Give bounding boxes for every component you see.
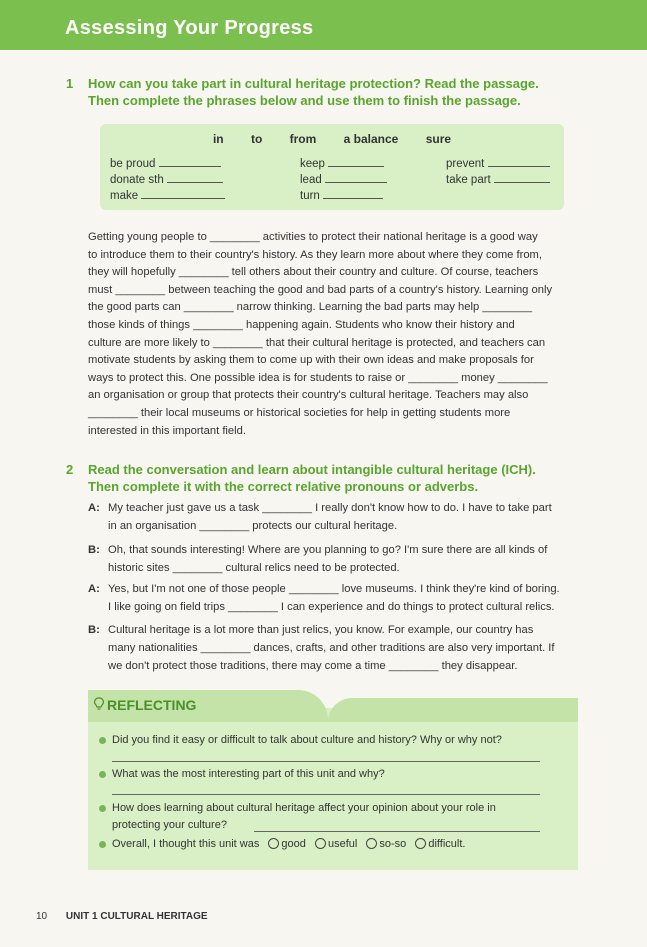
- passage-line: culture are more likely to ________ that their cultural heritage is protected, and teachers can: [88, 336, 546, 349]
- word-bank-item: sure: [425, 132, 452, 146]
- conversation-line: [88, 499, 594, 535]
- answer-line[interactable]: [112, 794, 540, 795]
- speaker-label: B:: [88, 544, 100, 556]
- fill-blank[interactable]: [141, 189, 225, 199]
- conversation-text: I like going on field trips ________ I can experience and do things to protect cultural relics.: [108, 601, 555, 613]
- fill-blank[interactable]: [488, 157, 550, 167]
- phrase-item: prevent: [446, 157, 550, 170]
- question-2-instruction-line-1: Read the conversation and learn about intangible cultural heritage (ICH).: [88, 462, 536, 477]
- passage-line: must ________ between teaching the good and bad parts of a country's history. Learning only: [88, 283, 553, 296]
- reflecting-tab-right: [328, 698, 578, 722]
- radio-good[interactable]: [268, 838, 279, 849]
- word-bank-box: [100, 124, 564, 210]
- conversation-line: [88, 541, 594, 577]
- fill-blank[interactable]: [494, 173, 550, 183]
- conversation-text: Cultural heritage is a lot more than just relics, you know. For example, our country has: [108, 624, 534, 636]
- radio-useful[interactable]: [315, 838, 326, 849]
- phrase-item: donate sth: [110, 173, 223, 186]
- passage-line: interested in this important field.: [88, 424, 246, 437]
- bullet-icon: [99, 805, 106, 812]
- word-bank: [100, 132, 564, 146]
- passage-line: to introduce them to their country's history. As they learn more about where they come from,: [88, 248, 542, 261]
- radio-so-so[interactable]: [366, 838, 377, 849]
- question-2-instruction-line-2: Then complete it with the correct relative pronouns or adverbs.: [88, 479, 479, 494]
- question-1-instruction-line-2: Then complete the phrases below and use them to finish the passage.: [88, 93, 521, 108]
- fill-blank[interactable]: [325, 173, 387, 183]
- conversation-text: historic sites ________ cultural relics need to be protected.: [108, 562, 400, 574]
- passage-line: Getting young people to ________ activities to protect their national heritage is a good way: [88, 231, 538, 243]
- speaker-label: A:: [88, 502, 100, 514]
- phrase-item: make: [110, 189, 225, 202]
- passage-line: ________ their local museums or historical societies for help in getting students more: [88, 406, 511, 419]
- reflecting-question: Overall, I thought this unit was good useful so-so difficult.: [112, 836, 562, 853]
- lightbulb-icon: [94, 697, 104, 711]
- bullet-icon: [99, 841, 106, 848]
- conversation-text: in an organisation ________ protects our cultural heritage.: [108, 520, 398, 532]
- question-2-number: 2: [66, 462, 74, 477]
- conversation-text: Oh, that sounds interesting! Where are you planning to go? I'm sure there are all kinds of: [108, 544, 548, 556]
- phrase-item: keep: [300, 157, 384, 170]
- answer-line[interactable]: [254, 831, 540, 832]
- page-footer: [36, 911, 208, 922]
- reflecting-question: How does learning about cultural heritage affect your opinion about your role in protecting your culture?: [112, 800, 562, 834]
- conversation-line: [88, 580, 594, 616]
- speaker-label: B:: [88, 624, 100, 636]
- word-bank-item: a balance: [343, 132, 399, 146]
- page-number: 10: [36, 911, 48, 922]
- conversation-text: we don't protect those traditions, there may come a time ________ they disappear.: [108, 660, 518, 672]
- phrase-item: lead: [300, 173, 387, 186]
- fill-blank[interactable]: [167, 173, 223, 183]
- passage-line: they will hopefully ________ tell others about their country and culture. Of course, teachers: [88, 266, 539, 279]
- fill-blank[interactable]: [328, 157, 384, 167]
- bullet-icon: [99, 771, 106, 778]
- unit-label: UNIT 1 CULTURAL HERITAGE: [65, 911, 208, 922]
- speaker-label: A:: [88, 583, 100, 595]
- question-1-instruction-line-1: How can you take part in cultural heritage protection? Read the passage.: [88, 76, 539, 91]
- phrase-item: turn: [300, 189, 383, 202]
- reflecting-question: Did you find it easy or difficult to talk about culture and history? Why or why not?: [112, 732, 562, 749]
- section-header: [0, 0, 647, 50]
- radio-difficult[interactable]: [415, 838, 426, 849]
- word-bank-item: from: [289, 132, 317, 146]
- conversation-text: My teacher just gave us a task ________ I really don't know how to do. I have to take part: [108, 502, 552, 514]
- bullet-icon: [99, 737, 106, 744]
- fill-blank[interactable]: [159, 157, 221, 167]
- conversation-text: many nationalities ________ dances, crafts, and other traditions are also very important. If: [108, 642, 555, 654]
- passage-line: the good parts can ________ narrow thinking. Learning the bad parts may help ________: [88, 301, 533, 314]
- passage-line: those kinds of things ________ happening again. Students who know their history and: [88, 318, 515, 331]
- page-title: Assessing Your Progress: [65, 17, 314, 39]
- answer-line[interactable]: [112, 761, 540, 762]
- reflecting-panel: [88, 690, 578, 870]
- conversation-text: Yes, but I'm not one of those people ________ love museums. I think they're kind of boring.: [108, 583, 560, 595]
- phrase-item: be proud: [110, 157, 221, 170]
- reflecting-question: What was the most interesting part of this unit and why?: [112, 766, 562, 783]
- passage-line: ways to protect this. One possible idea is for students to raise or ________ money ________: [88, 371, 548, 384]
- question-1-number: 1: [66, 76, 74, 91]
- reading-passage: [88, 229, 592, 440]
- word-bank-item: to: [250, 132, 263, 146]
- word-bank-item: in: [212, 132, 224, 146]
- phrase-item: take part: [446, 173, 550, 186]
- conversation-line: [88, 621, 594, 675]
- passage-line: an organisation or group that protects their country's cultural heritage. Teachers may also: [88, 389, 529, 402]
- reflecting-title: REFLECTING: [94, 697, 196, 713]
- passage-line: motivate students by asking them to come up with their own ideas and make proposals for: [88, 354, 534, 367]
- fill-blank[interactable]: [323, 189, 383, 199]
